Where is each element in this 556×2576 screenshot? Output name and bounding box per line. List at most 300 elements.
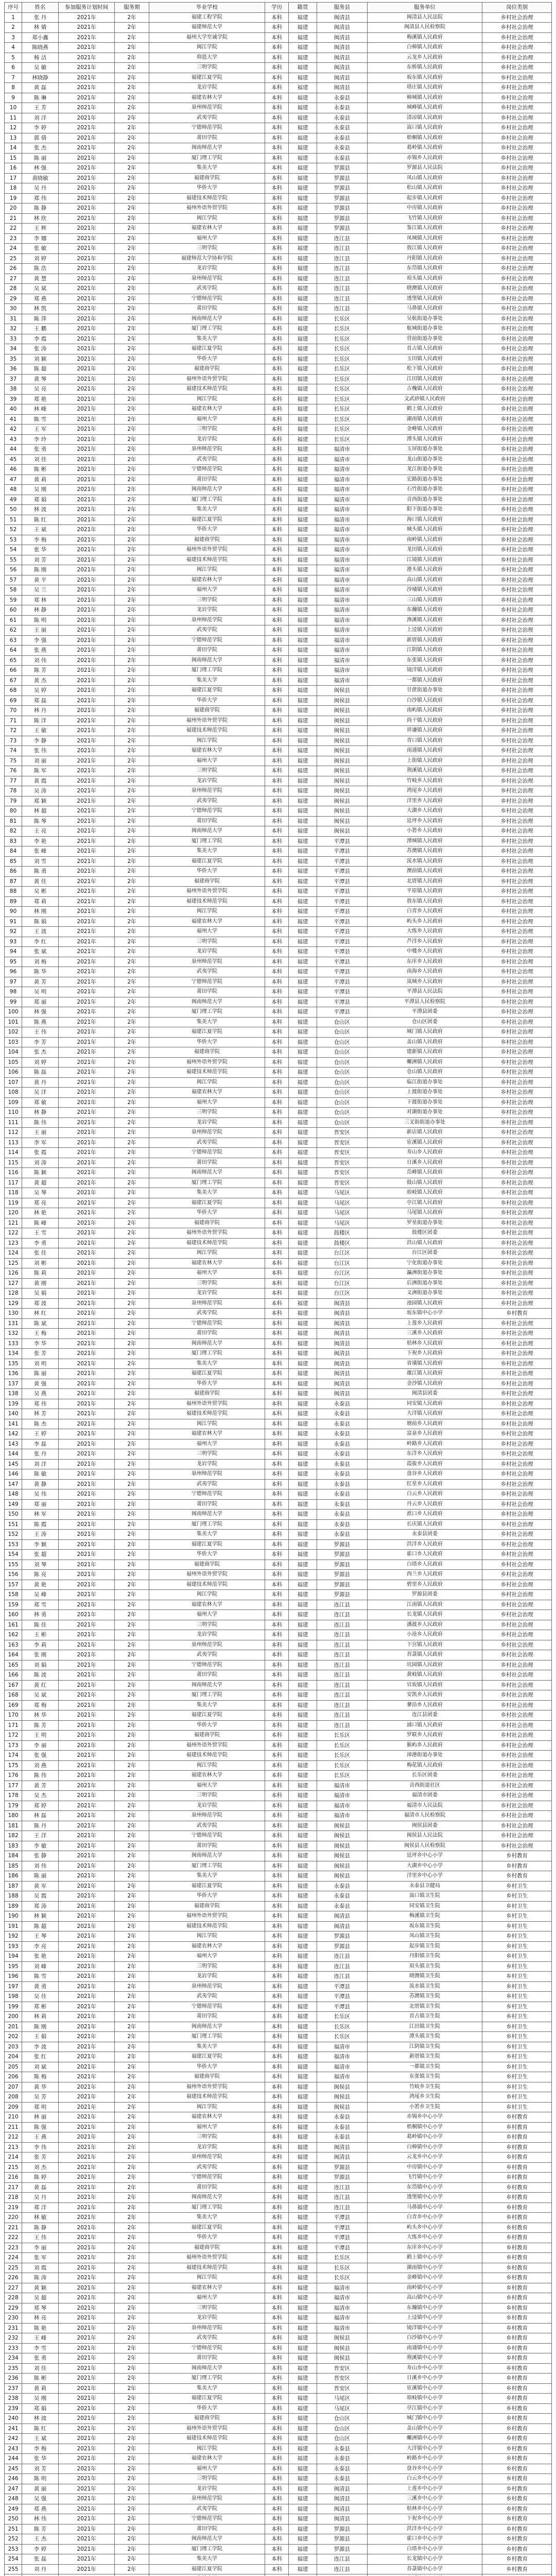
- cell-unit: 永泰县团委: [367, 1530, 482, 1540]
- cell-category: 乡村社会治理: [482, 1821, 552, 1831]
- cell-county: 闽清县: [317, 83, 367, 93]
- cell-name: 李 伟: [22, 2142, 59, 2153]
- cell-name: 林 勇: [22, 1610, 59, 1620]
- cell-name: 王 琴: [22, 1931, 59, 1942]
- cell-index: 223: [5, 2243, 22, 2253]
- cell-category: 乡村社会治理: [482, 153, 552, 163]
- cell-school: 福建技术师范学院: [149, 2263, 265, 2273]
- cell-school: 三明学院: [149, 595, 265, 605]
- cell-unit: 琯头镇卫生院: [367, 1961, 482, 1972]
- cell-unit: 竹岐乡卫生院: [367, 2082, 482, 2092]
- cell-school: 福建技术师范学院: [149, 384, 265, 395]
- cell-term: 2年: [115, 1590, 149, 1600]
- cell-education: 本科: [265, 997, 289, 1007]
- cell-plan-year: 2021年: [58, 384, 114, 395]
- cell-education: 本科: [265, 2534, 289, 2545]
- cell-education: 本科: [265, 2444, 289, 2454]
- cell-name: 吴 涛: [22, 786, 59, 796]
- cell-category: 乡村社会治理: [482, 1801, 552, 1811]
- cell-category: 乡村教育: [482, 2323, 552, 2333]
- cell-index: 25: [5, 253, 22, 264]
- cell-county: 连江县: [317, 1600, 367, 1610]
- cell-term: 2年: [115, 1459, 149, 1469]
- cell-origin: 福建: [288, 1289, 317, 1299]
- cell-education: 本科: [265, 1961, 289, 1972]
- cell-education: 本科: [265, 344, 289, 354]
- cell-name: 李 芳: [22, 1037, 59, 1047]
- cell-origin: 福建: [288, 284, 317, 294]
- cell-school: 福建农林大学: [149, 575, 265, 585]
- cell-county: 闽侯县: [317, 1871, 367, 1882]
- cell-county: 连江县: [317, 294, 367, 304]
- cell-index: 174: [5, 1751, 22, 1761]
- cell-plan-year: 2021年: [58, 836, 114, 846]
- table-row: [5, 485, 552, 495]
- cell-unit: 东瀚镇人民政府: [367, 605, 482, 616]
- cell-category: 乡村社会治理: [482, 1238, 552, 1248]
- cell-term: 2年: [115, 706, 149, 716]
- cell-name: 吴 丹: [22, 2193, 59, 2203]
- cell-plan-year: 2021年: [58, 1117, 114, 1128]
- cell-term: 2年: [115, 937, 149, 947]
- cell-education: 本科: [265, 1449, 289, 1460]
- cell-index: 55: [5, 555, 22, 565]
- cell-origin: 福建: [288, 1007, 317, 1018]
- cell-index: 173: [5, 1740, 22, 1751]
- cell-term: 2年: [115, 1329, 149, 1339]
- cell-index: 50: [5, 505, 22, 515]
- cell-origin: 福建: [288, 907, 317, 917]
- cell-school: 福州大学: [149, 233, 265, 244]
- cell-school: 宁德师范学院: [149, 2343, 265, 2353]
- cell-name: 刘 娟: [22, 1660, 59, 1670]
- cell-name: 陈 明: [22, 615, 59, 625]
- cell-name: 陈 娟: [22, 917, 59, 927]
- cell-origin: 福建: [288, 2333, 317, 2344]
- cell-term: 2年: [115, 2283, 149, 2293]
- cell-term: 2年: [115, 454, 149, 465]
- cell-education: 本科: [265, 244, 289, 254]
- table-row: [5, 1961, 552, 1972]
- cell-unit: 岭路乡人民政府: [367, 1439, 482, 1449]
- cell-county: 永泰县: [317, 93, 367, 103]
- table-row: [5, 2072, 552, 2082]
- cell-term: 2年: [115, 344, 149, 354]
- table-row: [5, 153, 552, 163]
- table-row: [5, 2293, 552, 2303]
- cell-education: 本科: [265, 425, 289, 435]
- cell-origin: 福建: [288, 2524, 317, 2534]
- cell-term: 2年: [115, 73, 149, 83]
- cell-school: 闽南师范大学: [149, 1851, 265, 1861]
- cell-term: 2年: [115, 2454, 149, 2464]
- cell-category: 乡村社会治理: [482, 1499, 552, 1510]
- cell-name: 吴 丹: [22, 183, 59, 194]
- cell-term: 2年: [115, 213, 149, 224]
- cell-school: 莆田学院: [149, 304, 265, 314]
- table-row: [5, 1650, 552, 1660]
- cell-index: 51: [5, 515, 22, 525]
- cell-index: 141: [5, 1419, 22, 1429]
- cell-school: 福建技术师范学院: [149, 193, 265, 204]
- table-row: [5, 917, 552, 927]
- cell-category: 乡村社会治理: [482, 1650, 552, 1660]
- cell-origin: 福建: [288, 1590, 317, 1600]
- cell-name: 吴 斌: [22, 1690, 59, 1701]
- cell-unit: 梅溪镇人民政府: [367, 32, 482, 43]
- cell-name: 王 梅: [22, 1329, 59, 1339]
- cell-origin: 福建: [288, 1519, 317, 1530]
- table-row: [5, 2233, 552, 2243]
- cell-education: 本科: [265, 404, 289, 415]
- cell-school: 福州大学: [149, 2293, 265, 2303]
- cell-school: 福州外语外贸学院: [149, 1399, 265, 1409]
- cell-county: 连江县: [317, 1961, 367, 1972]
- cell-education: 本科: [265, 535, 289, 545]
- cell-term: 2年: [115, 2202, 149, 2213]
- cell-name: 刘 斌: [22, 2062, 59, 2072]
- cell-name: 黄 磊: [22, 2182, 59, 2193]
- cell-category: 乡村社会治理: [482, 434, 552, 445]
- table-row: [5, 2092, 552, 2103]
- cell-education: 本科: [265, 445, 289, 455]
- cell-unit: 城门镇中心小学: [367, 2414, 482, 2424]
- cell-origin: 福建: [288, 646, 317, 656]
- cell-education: 本科: [265, 1298, 289, 1309]
- cell-term: 2年: [115, 63, 149, 73]
- cell-index: 5: [5, 53, 22, 63]
- cell-term: 2年: [115, 2434, 149, 2444]
- cell-plan-year: 2021年: [58, 967, 114, 977]
- cell-category: 乡村卫生: [482, 1891, 552, 1902]
- cell-plan-year: 2021年: [58, 776, 114, 786]
- cell-county: 闽清县: [317, 1911, 367, 1922]
- cell-name: 郑 涛: [22, 1901, 59, 1911]
- table-row: [5, 1027, 552, 1038]
- cell-plan-year: 2021年: [58, 1861, 114, 1871]
- cell-plan-year: 2021年: [58, 1318, 114, 1329]
- cell-category: 乡村社会治理: [482, 887, 552, 897]
- cell-plan-year: 2021年: [58, 284, 114, 294]
- cell-education: 本科: [265, 2263, 289, 2273]
- table-row: [5, 887, 552, 897]
- cell-origin: 福建: [288, 83, 317, 93]
- cell-origin: 福建: [288, 1911, 317, 1922]
- table-row: [5, 1620, 552, 1630]
- cell-category: 乡村社会治理: [482, 1781, 552, 1791]
- cell-plan-year: 2021年: [58, 2514, 114, 2524]
- cell-index: 88: [5, 887, 22, 897]
- cell-index: 42: [5, 425, 22, 435]
- cell-name: 刘 洋: [22, 1459, 59, 1469]
- cell-education: 本科: [265, 887, 289, 897]
- cell-origin: 福建: [288, 1037, 317, 1047]
- table-row: [5, 2444, 552, 2454]
- cell-name: 黄 霞: [22, 776, 59, 786]
- cell-education: 本科: [265, 1258, 289, 1268]
- cell-county: 连江县: [317, 2554, 367, 2565]
- cell-category: 乡村教育: [482, 1851, 552, 1861]
- cell-unit: 建新镇人民政府: [367, 1047, 482, 1058]
- table-row: [5, 505, 552, 515]
- cell-education: 本科: [265, 1429, 289, 1439]
- cell-term: 2年: [115, 2484, 149, 2494]
- cell-education: 本科: [265, 1158, 289, 1168]
- cell-index: 153: [5, 1539, 22, 1550]
- cell-education: 本科: [265, 264, 289, 274]
- cell-term: 2年: [115, 2022, 149, 2032]
- cell-county: 长乐区: [317, 314, 367, 324]
- cell-origin: 福建: [288, 2303, 317, 2313]
- cell-category: 乡村卫生: [482, 2012, 552, 2022]
- cell-school: 闽南师范大学: [149, 2363, 265, 2374]
- cell-school: 闽南师范大学: [149, 2193, 265, 2203]
- cell-term: 2年: [115, 786, 149, 796]
- cell-plan-year: 2021年: [58, 555, 114, 565]
- cell-plan-year: 2021年: [58, 625, 114, 636]
- cell-school: 华侨大学: [149, 1379, 265, 1389]
- cell-plan-year: 2021年: [58, 1911, 114, 1922]
- cell-index: 11: [5, 113, 22, 123]
- cell-origin: 福建: [288, 1811, 317, 1821]
- cell-name: 郑 燕: [22, 2504, 59, 2514]
- cell-index: 148: [5, 1489, 22, 1500]
- cell-origin: 福建: [288, 1047, 317, 1058]
- cell-term: 2年: [115, 2142, 149, 2153]
- cell-term: 2年: [115, 1258, 149, 1268]
- cell-plan-year: 2021年: [58, 445, 114, 455]
- table-row: [5, 997, 552, 1007]
- cell-education: 本科: [265, 1972, 289, 1982]
- cell-category: 乡村教育: [482, 2313, 552, 2324]
- cell-index: 77: [5, 776, 22, 786]
- table-row: [5, 2002, 552, 2012]
- cell-unit: 鼓楼区团委: [367, 1228, 482, 1239]
- cell-school: 龙岩学院: [149, 1459, 265, 1469]
- cell-index: 130: [5, 1309, 22, 1319]
- cell-county: 连江县: [317, 1650, 367, 1660]
- cell-unit: 凤城镇人民政府: [367, 233, 482, 244]
- cell-county: 连江县: [317, 2202, 367, 2213]
- table-row: [5, 2142, 552, 2153]
- cell-education: 本科: [265, 1097, 289, 1108]
- cell-education: 本科: [265, 63, 289, 73]
- cell-category: 乡村社会治理: [482, 1760, 552, 1771]
- cell-index: 93: [5, 937, 22, 947]
- cell-unit: 省璜镇人民政府: [367, 1359, 482, 1369]
- table-row: [5, 1369, 552, 1379]
- cell-name: 吴 芳: [22, 2092, 59, 2103]
- cell-name: 王 彬: [22, 1630, 59, 1640]
- cell-plan-year: 2021年: [58, 63, 114, 73]
- cell-unit: 江南镇人民政府: [367, 1600, 482, 1610]
- cell-term: 2年: [115, 2564, 149, 2574]
- cell-county: 长乐区: [317, 1731, 367, 1741]
- cell-term: 2年: [115, 2504, 149, 2514]
- table-row: [5, 896, 552, 907]
- cell-term: 2年: [115, 756, 149, 766]
- cell-index: 207: [5, 2082, 22, 2092]
- cell-unit: 坂东镇中心小学: [367, 1309, 482, 1319]
- cell-origin: 福建: [288, 32, 317, 43]
- cell-category: 乡村社会治理: [482, 1128, 552, 1138]
- cell-term: 2年: [115, 1379, 149, 1389]
- cell-county: 连江县: [317, 284, 367, 294]
- cell-category: 乡村社会治理: [482, 907, 552, 917]
- cell-term: 2年: [115, 2002, 149, 2012]
- cell-term: 2年: [115, 1771, 149, 1781]
- cell-origin: 福建: [288, 1931, 317, 1942]
- cell-category: 乡村社会治理: [482, 1258, 552, 1268]
- cell-origin: 福建: [288, 716, 317, 726]
- cell-origin: 福建: [288, 846, 317, 857]
- cell-education: 本科: [265, 384, 289, 395]
- table-row: [5, 2424, 552, 2434]
- cell-name: 陈 萍: [22, 314, 59, 324]
- cell-name: 李 梅: [22, 535, 59, 545]
- cell-origin: 福建: [288, 1449, 317, 1460]
- cell-education: 本科: [265, 23, 289, 33]
- cell-unit: 闽清县人民法院: [367, 12, 482, 23]
- cell-school: 福建技术师范学院: [149, 1921, 265, 1931]
- cell-category: 乡村社会治理: [482, 706, 552, 716]
- cell-school: 闽江学院: [149, 213, 265, 224]
- cell-name: 李 勇: [22, 1238, 59, 1248]
- cell-name: 黄 磊: [22, 83, 59, 93]
- cell-name: 李 军: [22, 1138, 59, 1148]
- cell-term: 2年: [115, 2383, 149, 2394]
- cell-origin: 福建: [288, 334, 317, 344]
- cell-term: 2年: [115, 1831, 149, 1841]
- cell-school: 福州外语外贸学院: [149, 716, 265, 726]
- cell-school: 福建商学院: [149, 173, 265, 183]
- cell-plan-year: 2021年: [58, 2062, 114, 2072]
- cell-origin: 福建: [288, 1851, 317, 1861]
- cell-name: 刘 佳: [22, 2363, 59, 2374]
- cell-county: 平潭县: [317, 947, 367, 957]
- cell-unit: 东桥镇人民政府: [367, 63, 482, 73]
- cell-unit: 龙江街道办事处: [367, 465, 482, 475]
- table-row: [5, 193, 552, 204]
- cell-name: 林 静: [22, 1108, 59, 1118]
- cell-category: 乡村教育: [482, 2153, 552, 2163]
- cell-index: 116: [5, 1168, 22, 1178]
- cell-category: 乡村教育: [482, 2243, 552, 2253]
- table-row: [5, 706, 552, 716]
- cell-plan-year: 2021年: [58, 977, 114, 987]
- cell-county: 闽清县: [317, 2484, 367, 2494]
- cell-index: 90: [5, 907, 22, 917]
- cell-origin: 福建: [288, 686, 317, 696]
- cell-origin: 福建: [288, 2002, 317, 2012]
- table-row: [5, 32, 552, 43]
- cell-category: 乡村社会治理: [482, 746, 552, 756]
- cell-index: 127: [5, 1278, 22, 1289]
- cell-county: 永泰县: [317, 1429, 367, 1439]
- cell-plan-year: 2021年: [58, 2444, 114, 2454]
- cell-unit: 澳前镇人民政府: [367, 867, 482, 877]
- cell-term: 2年: [115, 1510, 149, 1520]
- cell-county: 仓山区: [317, 1027, 367, 1038]
- cell-term: 2年: [115, 2313, 149, 2324]
- cell-school: 厦门理工学院: [149, 1007, 265, 1018]
- cell-county: 马尾区: [317, 1218, 367, 1228]
- cell-term: 2年: [115, 766, 149, 776]
- cell-origin: 福建: [288, 1740, 317, 1751]
- cell-category: 乡村社会治理: [482, 1329, 552, 1339]
- cell-origin: 福建: [288, 2353, 317, 2364]
- cell-education: 本科: [265, 987, 289, 997]
- cell-unit: 小沧乡人民政府: [367, 1630, 482, 1640]
- cell-category: 乡村社会治理: [482, 625, 552, 636]
- cell-term: 2年: [115, 605, 149, 616]
- table-row: [5, 53, 552, 63]
- cell-category: 乡村教育: [482, 2424, 552, 2434]
- table-row: [5, 756, 552, 766]
- cell-education: 本科: [265, 1720, 289, 1731]
- cell-name: 刘 婷: [22, 253, 59, 264]
- cell-unit: 潘渡乡人民政府: [367, 1620, 482, 1630]
- cell-plan-year: 2021年: [58, 465, 114, 475]
- cell-origin: 福建: [288, 515, 317, 525]
- table-row: [5, 1188, 552, 1198]
- cell-county: 台江区: [317, 1258, 367, 1268]
- cell-index: 94: [5, 947, 22, 957]
- cell-index: 160: [5, 1610, 22, 1620]
- cell-school: 厦门理工学院: [149, 1861, 265, 1871]
- cell-school: 福州外语外贸学院: [149, 1911, 265, 1922]
- cell-unit: 螺洲镇中心小学: [367, 2434, 482, 2444]
- cell-category: 乡村社会治理: [482, 1620, 552, 1630]
- table-row: [5, 1128, 552, 1138]
- cell-term: 2年: [115, 53, 149, 63]
- cell-school: 龙岩学院: [149, 2484, 265, 2494]
- cell-name: 陈 敏: [22, 1469, 59, 1480]
- cell-education: 本科: [265, 113, 289, 123]
- cell-unit: 红星乡人民政府: [367, 1479, 482, 1489]
- table-row: [5, 1007, 552, 1018]
- cell-unit: 塔庄镇人民政府: [367, 83, 482, 93]
- cell-county: 仓山区: [317, 2414, 367, 2424]
- cell-plan-year: 2021年: [58, 1369, 114, 1379]
- cell-origin: 福建: [288, 434, 317, 445]
- cell-category: 乡村社会治理: [482, 816, 552, 826]
- cell-origin: 福建: [288, 204, 317, 214]
- cell-county: 福清市: [317, 635, 367, 646]
- cell-category: 乡村社会治理: [482, 575, 552, 585]
- cell-unit: 上街镇人民政府: [367, 756, 482, 766]
- cell-category: 乡村社会治理: [482, 284, 552, 294]
- cell-index: 245: [5, 2464, 22, 2474]
- cell-origin: 福建: [288, 1309, 317, 1319]
- cell-name: 吴 佳: [22, 1992, 59, 2002]
- cell-county: 福清市: [317, 2303, 367, 2313]
- cell-education: 本科: [265, 2474, 289, 2484]
- cell-category: 乡村教育: [482, 2233, 552, 2243]
- cell-name: 张 伟: [22, 746, 59, 756]
- table-row: [5, 284, 552, 294]
- cell-name: 王 鹏: [22, 324, 59, 334]
- cell-plan-year: 2021年: [58, 2383, 114, 2394]
- cell-category: 乡村社会治理: [482, 1690, 552, 1701]
- table-row: [5, 2394, 552, 2404]
- cell-unit: 北厝镇人民政府: [367, 876, 482, 887]
- cell-term: 2年: [115, 1580, 149, 1590]
- cell-county: 福清市: [317, 485, 367, 495]
- cell-county: 福清市: [317, 1791, 367, 1801]
- cell-origin: 福建: [288, 1399, 317, 1409]
- cell-category: 乡村社会治理: [482, 1158, 552, 1168]
